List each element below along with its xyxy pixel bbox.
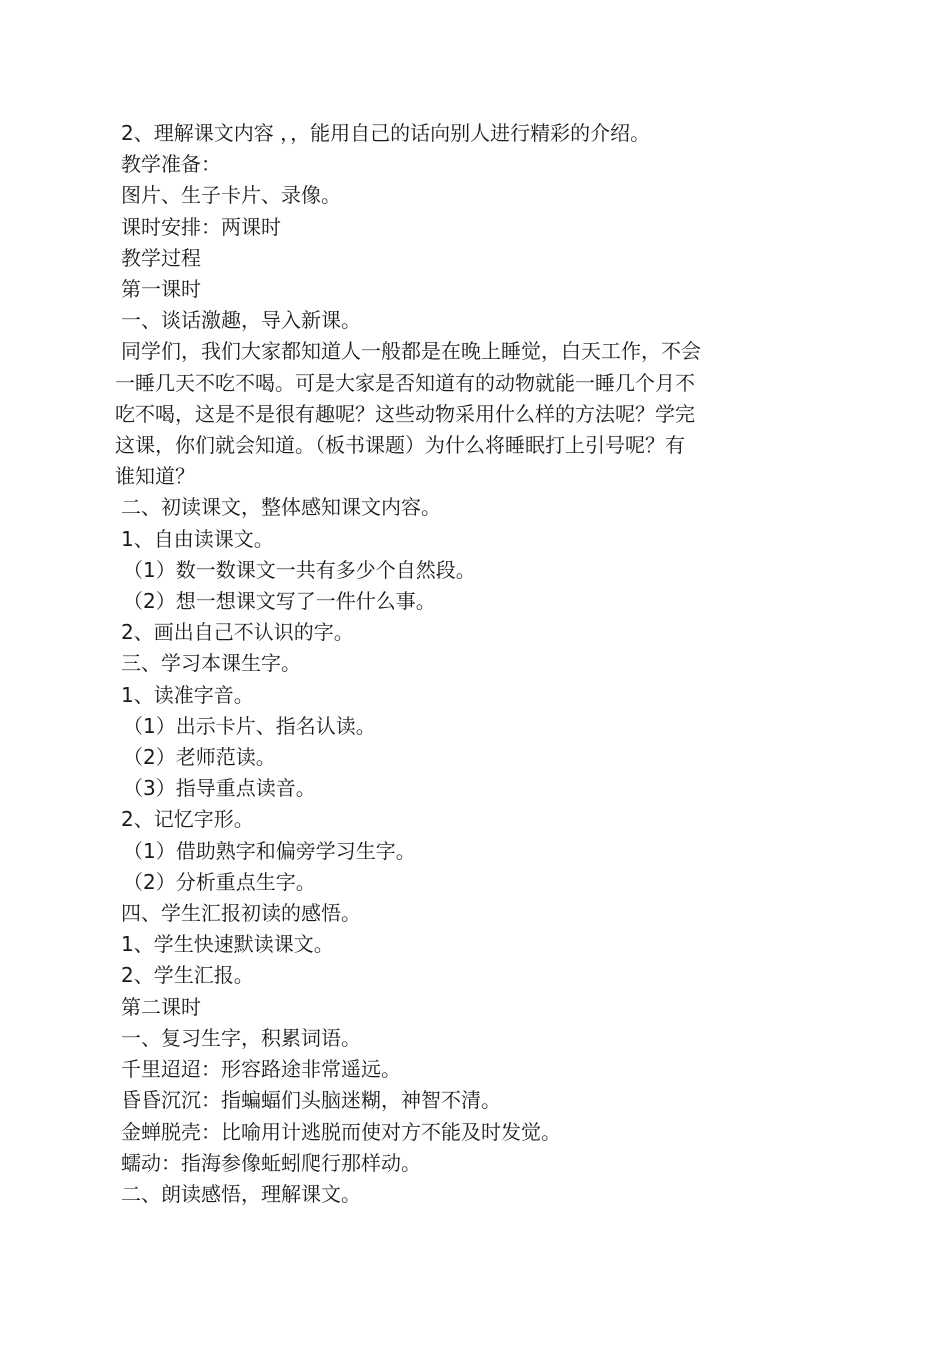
text-line: 二、朗读感悟，理解课文。 xyxy=(121,1181,361,1206)
paragraph-line: 同学们，我们大家都知道人一般都是在晚上睡觉，白天工作，不会 xyxy=(121,339,701,364)
text-line: 2、理解课文内容 ，，能用自己的话向别人进行精彩的介绍。 xyxy=(121,121,651,145)
text-line: 千里迢迢：形容路途非常遥远。 xyxy=(121,1057,401,1082)
text-line: 三、学习本课生字。 xyxy=(121,651,301,676)
text-line: 1、自由读课文。 xyxy=(121,526,274,551)
text-line: 金蝉脱壳：比喻用计逃脱而使对方不能及时发觉。 xyxy=(121,1119,561,1144)
text-line: 2、学生汇报。 xyxy=(121,963,254,988)
paragraph-line: 这课，你们就会知道。（板书课题）为什么将睡眠打上引号呢？有 xyxy=(115,433,685,458)
text-line: （1）数一数课文一共有多少个自然段。 xyxy=(123,557,476,582)
text-line: 教学过程 xyxy=(121,245,201,270)
paragraph-line: 一睡几天不吃不喝。可是大家是否知道有的动物就能一睡几个月不 xyxy=(115,370,695,395)
text-line: 1、学生快速默读课文。 xyxy=(121,932,334,957)
text-line: （3）指导重点读音。 xyxy=(123,776,316,801)
text-line: 一、谈话激趣，导入新课。 xyxy=(121,308,361,333)
text-line: （2）老师范读。 xyxy=(123,745,276,770)
paragraph-line: 吃不喝，这是不是很有趣呢？这些动物采用什么样的方法呢？学完 xyxy=(115,401,695,426)
text-line: 第二课时 xyxy=(121,994,201,1019)
text-line: 1、读准字音。 xyxy=(121,682,254,707)
paragraph-line: 谁知道？ xyxy=(115,464,195,489)
text-line: 2、画出自己不认识的字。 xyxy=(121,620,354,645)
text-line: 课时安排：两课时 xyxy=(121,214,281,239)
text-line: （1）出示卡片、指名认读。 xyxy=(123,713,376,738)
text-line: 二、初读课文，整体感知课文内容。 xyxy=(121,495,441,520)
text-line: 蠕动：指海参像蚯蚓爬行那样动。 xyxy=(121,1150,421,1175)
document-page xyxy=(115,118,775,1210)
text-line: 教学准备： xyxy=(121,152,221,177)
text-line: 第一课时 xyxy=(121,277,201,302)
text-line: 2、记忆字形。 xyxy=(121,807,254,832)
text-line: 四、学生汇报初读的感悟。 xyxy=(121,901,361,926)
text-line: 昏昏沉沉：指蝙蝠们头脑迷糊，神智不清。 xyxy=(121,1088,501,1113)
text-line: 一、复习生字，积累词语。 xyxy=(121,1025,361,1050)
intro-paragraph xyxy=(115,336,775,492)
text-line: （2）想一想课文写了一件什么事。 xyxy=(123,589,436,614)
text-line: （1）借助熟字和偏旁学习生字。 xyxy=(123,838,416,863)
text-line: （2）分析重点生字。 xyxy=(123,869,316,894)
text-line: 图片、生子卡片、录像。 xyxy=(121,183,341,208)
